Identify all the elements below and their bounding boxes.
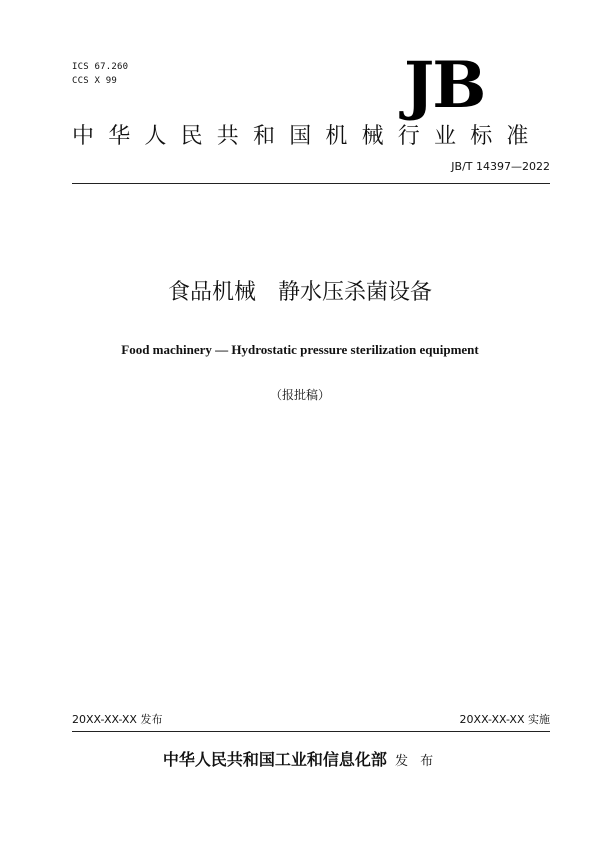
- ics-code: ICS 67.260: [72, 62, 129, 72]
- standard-category-title: 中华人民共和国机械行业标准: [72, 124, 543, 149]
- jb-logo: JB: [404, 48, 485, 123]
- publisher-name: 中华人民共和国工业和信息化部: [162, 750, 387, 769]
- ccs-code: CCS X 99: [72, 76, 117, 86]
- document-title-en: Food machinery — Hydrostatic pressure sterilization equipment: [121, 342, 479, 357]
- footer-divider: [72, 731, 550, 732]
- publisher-suffix: 发 布: [394, 754, 438, 769]
- standard-number: JB/T 14397—2022: [451, 160, 550, 173]
- implementation-date: 20XX-XX-XX 实施: [459, 713, 550, 726]
- header-divider: [72, 183, 550, 184]
- document-title-cn: 食品机械 静水压杀菌设备: [167, 280, 432, 305]
- publisher-line: [0, 748, 600, 774]
- issue-date: 20XX-XX-XX 发布: [72, 713, 163, 726]
- classification-codes: [72, 60, 128, 88]
- draft-status: （报批稿）: [269, 388, 330, 402]
